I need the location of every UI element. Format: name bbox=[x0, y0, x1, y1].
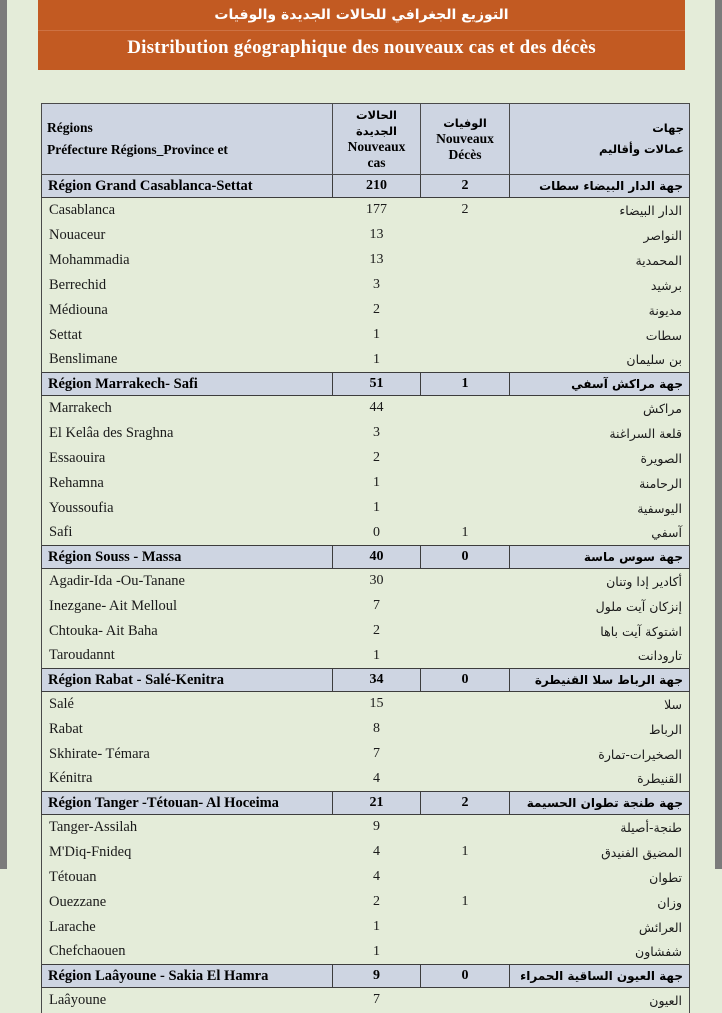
region-name-arabic: جهة الدار البيضاء سطات bbox=[510, 175, 690, 198]
region-summary-row bbox=[42, 965, 690, 988]
province-name-french: Mohammadia bbox=[42, 248, 333, 273]
region-total-cases: 9 bbox=[333, 965, 421, 988]
province-new-cases: 4 bbox=[333, 767, 421, 792]
province-name-arabic: مراكش bbox=[510, 396, 690, 421]
province-name-arabic: الرحامنة bbox=[510, 471, 690, 496]
province-name-arabic: تارودانت bbox=[510, 644, 690, 669]
page-left-gutter bbox=[0, 0, 7, 869]
header-cell-arabic bbox=[510, 104, 690, 175]
region-total-cases: 34 bbox=[333, 669, 421, 692]
province-new-cases: 1 bbox=[333, 644, 421, 669]
province-new-cases: 2 bbox=[333, 619, 421, 644]
province-new-deaths bbox=[421, 273, 510, 298]
province-row bbox=[42, 323, 690, 348]
province-new-deaths bbox=[421, 248, 510, 273]
province-name-arabic: سلا bbox=[510, 692, 690, 717]
region-total-cases: 21 bbox=[333, 792, 421, 815]
province-new-cases: 13 bbox=[333, 223, 421, 248]
province-new-deaths bbox=[421, 619, 510, 644]
province-new-cases: 8 bbox=[333, 717, 421, 742]
province-row bbox=[42, 865, 690, 890]
province-name-arabic: اليوسفية bbox=[510, 496, 690, 521]
region-name-arabic: جهة طنجة تطوان الحسيمة bbox=[510, 792, 690, 815]
header-cell-new-cases bbox=[333, 104, 421, 175]
region-name-arabic: جهة العيون الساقية الحمراء bbox=[510, 965, 690, 988]
province-name-french: Skhirate- Témara bbox=[42, 742, 333, 767]
province-new-cases: 177 bbox=[333, 198, 421, 223]
province-new-deaths bbox=[421, 692, 510, 717]
province-row bbox=[42, 421, 690, 446]
province-name-arabic: سطات bbox=[510, 323, 690, 348]
province-name-french: Essaouira bbox=[42, 446, 333, 471]
province-row bbox=[42, 915, 690, 940]
page-right-gutter bbox=[715, 0, 722, 869]
province-row bbox=[42, 940, 690, 965]
province-name-arabic: قلعة السراغنة bbox=[510, 421, 690, 446]
province-name-french: Marrakech bbox=[42, 396, 333, 421]
province-new-deaths bbox=[421, 915, 510, 940]
province-name-french: Chefchaouen bbox=[42, 940, 333, 965]
province-name-arabic: القنيطرة bbox=[510, 767, 690, 792]
province-name-arabic: برشيد bbox=[510, 273, 690, 298]
province-row bbox=[42, 619, 690, 644]
region-total-cases: 51 bbox=[333, 373, 421, 396]
province-name-arabic: الرباط bbox=[510, 717, 690, 742]
province-new-deaths bbox=[421, 446, 510, 471]
region-total-deaths: 2 bbox=[421, 792, 510, 815]
province-row bbox=[42, 521, 690, 546]
province-row bbox=[42, 840, 690, 865]
province-new-deaths bbox=[421, 348, 510, 373]
province-new-deaths bbox=[421, 815, 510, 840]
distribution-table bbox=[41, 103, 690, 1013]
province-new-cases: 7 bbox=[333, 594, 421, 619]
province-new-deaths bbox=[421, 569, 510, 594]
province-new-cases: 1 bbox=[333, 471, 421, 496]
province-name-arabic: مديونة bbox=[510, 298, 690, 323]
province-name-french: Médiouna bbox=[42, 298, 333, 323]
province-new-deaths bbox=[421, 767, 510, 792]
province-row bbox=[42, 446, 690, 471]
province-row bbox=[42, 273, 690, 298]
province-name-french: Safi bbox=[42, 521, 333, 546]
header-deaths-arabic: الوفيات bbox=[443, 116, 487, 130]
province-new-deaths bbox=[421, 396, 510, 421]
province-new-deaths: 1 bbox=[421, 890, 510, 915]
province-new-deaths bbox=[421, 323, 510, 348]
region-name-french: Région Tanger -Tétouan- Al Hoceima bbox=[42, 792, 333, 815]
province-name-french: Settat bbox=[42, 323, 333, 348]
province-new-cases: 1 bbox=[333, 915, 421, 940]
province-name-french: Taroudannt bbox=[42, 644, 333, 669]
province-name-arabic: إنزكان آيت ملول bbox=[510, 594, 690, 619]
province-name-arabic: اشتوكة آيت باها bbox=[510, 619, 690, 644]
province-new-cases: 2 bbox=[333, 446, 421, 471]
region-name-french: Région Rabat - Salé-Kenitra bbox=[42, 669, 333, 692]
header-cell-new-deaths bbox=[421, 104, 510, 175]
table-header-row bbox=[42, 104, 690, 175]
province-new-cases: 1 bbox=[333, 496, 421, 521]
banner-title-french: Distribution géographique des nouveaux cas et des décès bbox=[127, 37, 596, 58]
province-row bbox=[42, 569, 690, 594]
banner-divider bbox=[38, 30, 685, 31]
province-new-deaths: 2 bbox=[421, 198, 510, 223]
province-new-cases: 7 bbox=[333, 988, 421, 1013]
province-new-deaths bbox=[421, 421, 510, 446]
province-new-deaths bbox=[421, 644, 510, 669]
region-name-arabic: جهة الرباط سلا القنيطرة bbox=[510, 669, 690, 692]
province-name-french: Nouaceur bbox=[42, 223, 333, 248]
province-new-cases: 1 bbox=[333, 348, 421, 373]
province-row bbox=[42, 644, 690, 669]
province-row bbox=[42, 298, 690, 323]
province-name-arabic: بن سليمان bbox=[510, 348, 690, 373]
province-row bbox=[42, 692, 690, 717]
province-new-deaths bbox=[421, 496, 510, 521]
region-summary-row bbox=[42, 373, 690, 396]
banner-title-arabic: التوزيع الجغرافي للحالات الجديدة والوفيات bbox=[214, 7, 509, 23]
province-row bbox=[42, 767, 690, 792]
region-total-deaths: 2 bbox=[421, 175, 510, 198]
region-total-deaths: 0 bbox=[421, 669, 510, 692]
province-name-french: Agadir-Ida -Ou-Tanane bbox=[42, 569, 333, 594]
province-row bbox=[42, 198, 690, 223]
province-new-cases: 4 bbox=[333, 840, 421, 865]
province-new-deaths bbox=[421, 594, 510, 619]
province-name-arabic: الصويرة bbox=[510, 446, 690, 471]
province-new-deaths bbox=[421, 865, 510, 890]
header-region-line2: Préfecture Régions_Province et bbox=[47, 142, 228, 157]
header-arabic-line1: جهات bbox=[652, 121, 684, 135]
header-arabic-line2: عمالات وأقاليم bbox=[599, 142, 684, 156]
province-new-cases: 30 bbox=[333, 569, 421, 594]
province-row bbox=[42, 717, 690, 742]
header-cases-french: Nouveaux cas bbox=[347, 139, 406, 170]
province-name-french: Salé bbox=[42, 692, 333, 717]
header-region-line1: Régions bbox=[47, 120, 93, 135]
province-new-cases: 2 bbox=[333, 298, 421, 323]
province-new-deaths bbox=[421, 940, 510, 965]
province-name-french: Tétouan bbox=[42, 865, 333, 890]
province-new-deaths bbox=[421, 988, 510, 1013]
province-name-arabic: آسفي bbox=[510, 521, 690, 546]
province-new-deaths: 1 bbox=[421, 840, 510, 865]
province-new-cases: 13 bbox=[333, 248, 421, 273]
province-row bbox=[42, 471, 690, 496]
province-name-french: Berrechid bbox=[42, 273, 333, 298]
province-row bbox=[42, 815, 690, 840]
province-row bbox=[42, 396, 690, 421]
region-total-deaths: 1 bbox=[421, 373, 510, 396]
region-name-french: Région Souss - Massa bbox=[42, 546, 333, 569]
province-name-french: Casablanca bbox=[42, 198, 333, 223]
province-row bbox=[42, 348, 690, 373]
province-new-cases: 15 bbox=[333, 692, 421, 717]
province-new-cases: 1 bbox=[333, 940, 421, 965]
header-deaths-french-line2: Décès bbox=[448, 147, 482, 162]
region-name-french: Région Grand Casablanca-Settat bbox=[42, 175, 333, 198]
region-total-deaths: 0 bbox=[421, 546, 510, 569]
province-new-cases: 3 bbox=[333, 421, 421, 446]
province-name-arabic: النواصر bbox=[510, 223, 690, 248]
region-summary-row bbox=[42, 546, 690, 569]
province-name-french: Kénitra bbox=[42, 767, 333, 792]
region-total-cases: 40 bbox=[333, 546, 421, 569]
region-name-french: Région Marrakech- Safi bbox=[42, 373, 333, 396]
province-name-french: El Kelâa des Sraghna bbox=[42, 421, 333, 446]
province-new-deaths bbox=[421, 298, 510, 323]
province-name-arabic: طنجة-أصيلة bbox=[510, 815, 690, 840]
province-row bbox=[42, 248, 690, 273]
province-new-cases: 7 bbox=[333, 742, 421, 767]
document-page bbox=[7, 0, 715, 1008]
header-cases-arabic: الحالات الجديدة bbox=[356, 108, 397, 138]
province-name-arabic: العيون bbox=[510, 988, 690, 1013]
province-name-french: Ouezzane bbox=[42, 890, 333, 915]
province-new-cases: 44 bbox=[333, 396, 421, 421]
province-new-cases: 0 bbox=[333, 521, 421, 546]
province-row bbox=[42, 496, 690, 521]
province-row bbox=[42, 223, 690, 248]
region-name-french: Région Laâyoune - Sakia El Hamra bbox=[42, 965, 333, 988]
province-name-arabic: المحمدية bbox=[510, 248, 690, 273]
province-new-deaths bbox=[421, 471, 510, 496]
header-deaths-french-line1: Nouveaux bbox=[436, 131, 494, 146]
province-name-arabic: أكادير إدا وتنان bbox=[510, 569, 690, 594]
province-name-arabic: وزان bbox=[510, 890, 690, 915]
province-name-arabic: شفشاون bbox=[510, 940, 690, 965]
distribution-table-container bbox=[41, 103, 689, 1013]
province-new-deaths bbox=[421, 742, 510, 767]
province-name-french: Benslimane bbox=[42, 348, 333, 373]
province-name-arabic: المضيق الفنيدق bbox=[510, 840, 690, 865]
province-row bbox=[42, 890, 690, 915]
province-name-french: Tanger-Assilah bbox=[42, 815, 333, 840]
province-name-french: Larache bbox=[42, 915, 333, 940]
province-name-arabic: العرائش bbox=[510, 915, 690, 940]
province-name-french: M'Diq-Fnideq bbox=[42, 840, 333, 865]
province-name-french: Rabat bbox=[42, 717, 333, 742]
province-row bbox=[42, 742, 690, 767]
province-name-french: Chtouka- Ait Baha bbox=[42, 619, 333, 644]
region-total-deaths: 0 bbox=[421, 965, 510, 988]
province-name-french: Inezgane- Ait Melloul bbox=[42, 594, 333, 619]
title-banner bbox=[38, 0, 685, 70]
province-row bbox=[42, 594, 690, 619]
province-new-deaths: 1 bbox=[421, 521, 510, 546]
province-new-cases: 3 bbox=[333, 273, 421, 298]
region-total-cases: 210 bbox=[333, 175, 421, 198]
province-new-cases: 2 bbox=[333, 890, 421, 915]
province-name-french: Laâyoune bbox=[42, 988, 333, 1013]
province-name-arabic: تطوان bbox=[510, 865, 690, 890]
province-row bbox=[42, 988, 690, 1013]
province-new-deaths bbox=[421, 717, 510, 742]
region-summary-row bbox=[42, 792, 690, 815]
region-name-arabic: جهة سوس ماسة bbox=[510, 546, 690, 569]
region-summary-row bbox=[42, 669, 690, 692]
province-name-french: Rehamna bbox=[42, 471, 333, 496]
province-new-cases: 1 bbox=[333, 323, 421, 348]
province-name-arabic: الصخيرات-تمارة bbox=[510, 742, 690, 767]
province-new-cases: 4 bbox=[333, 865, 421, 890]
region-name-arabic: جهة مراكش آسفي bbox=[510, 373, 690, 396]
region-summary-row bbox=[42, 175, 690, 198]
province-name-french: Youssoufia bbox=[42, 496, 333, 521]
province-name-arabic: الدار البيضاء bbox=[510, 198, 690, 223]
province-new-deaths bbox=[421, 223, 510, 248]
province-new-cases: 9 bbox=[333, 815, 421, 840]
header-cell-region bbox=[42, 104, 333, 175]
